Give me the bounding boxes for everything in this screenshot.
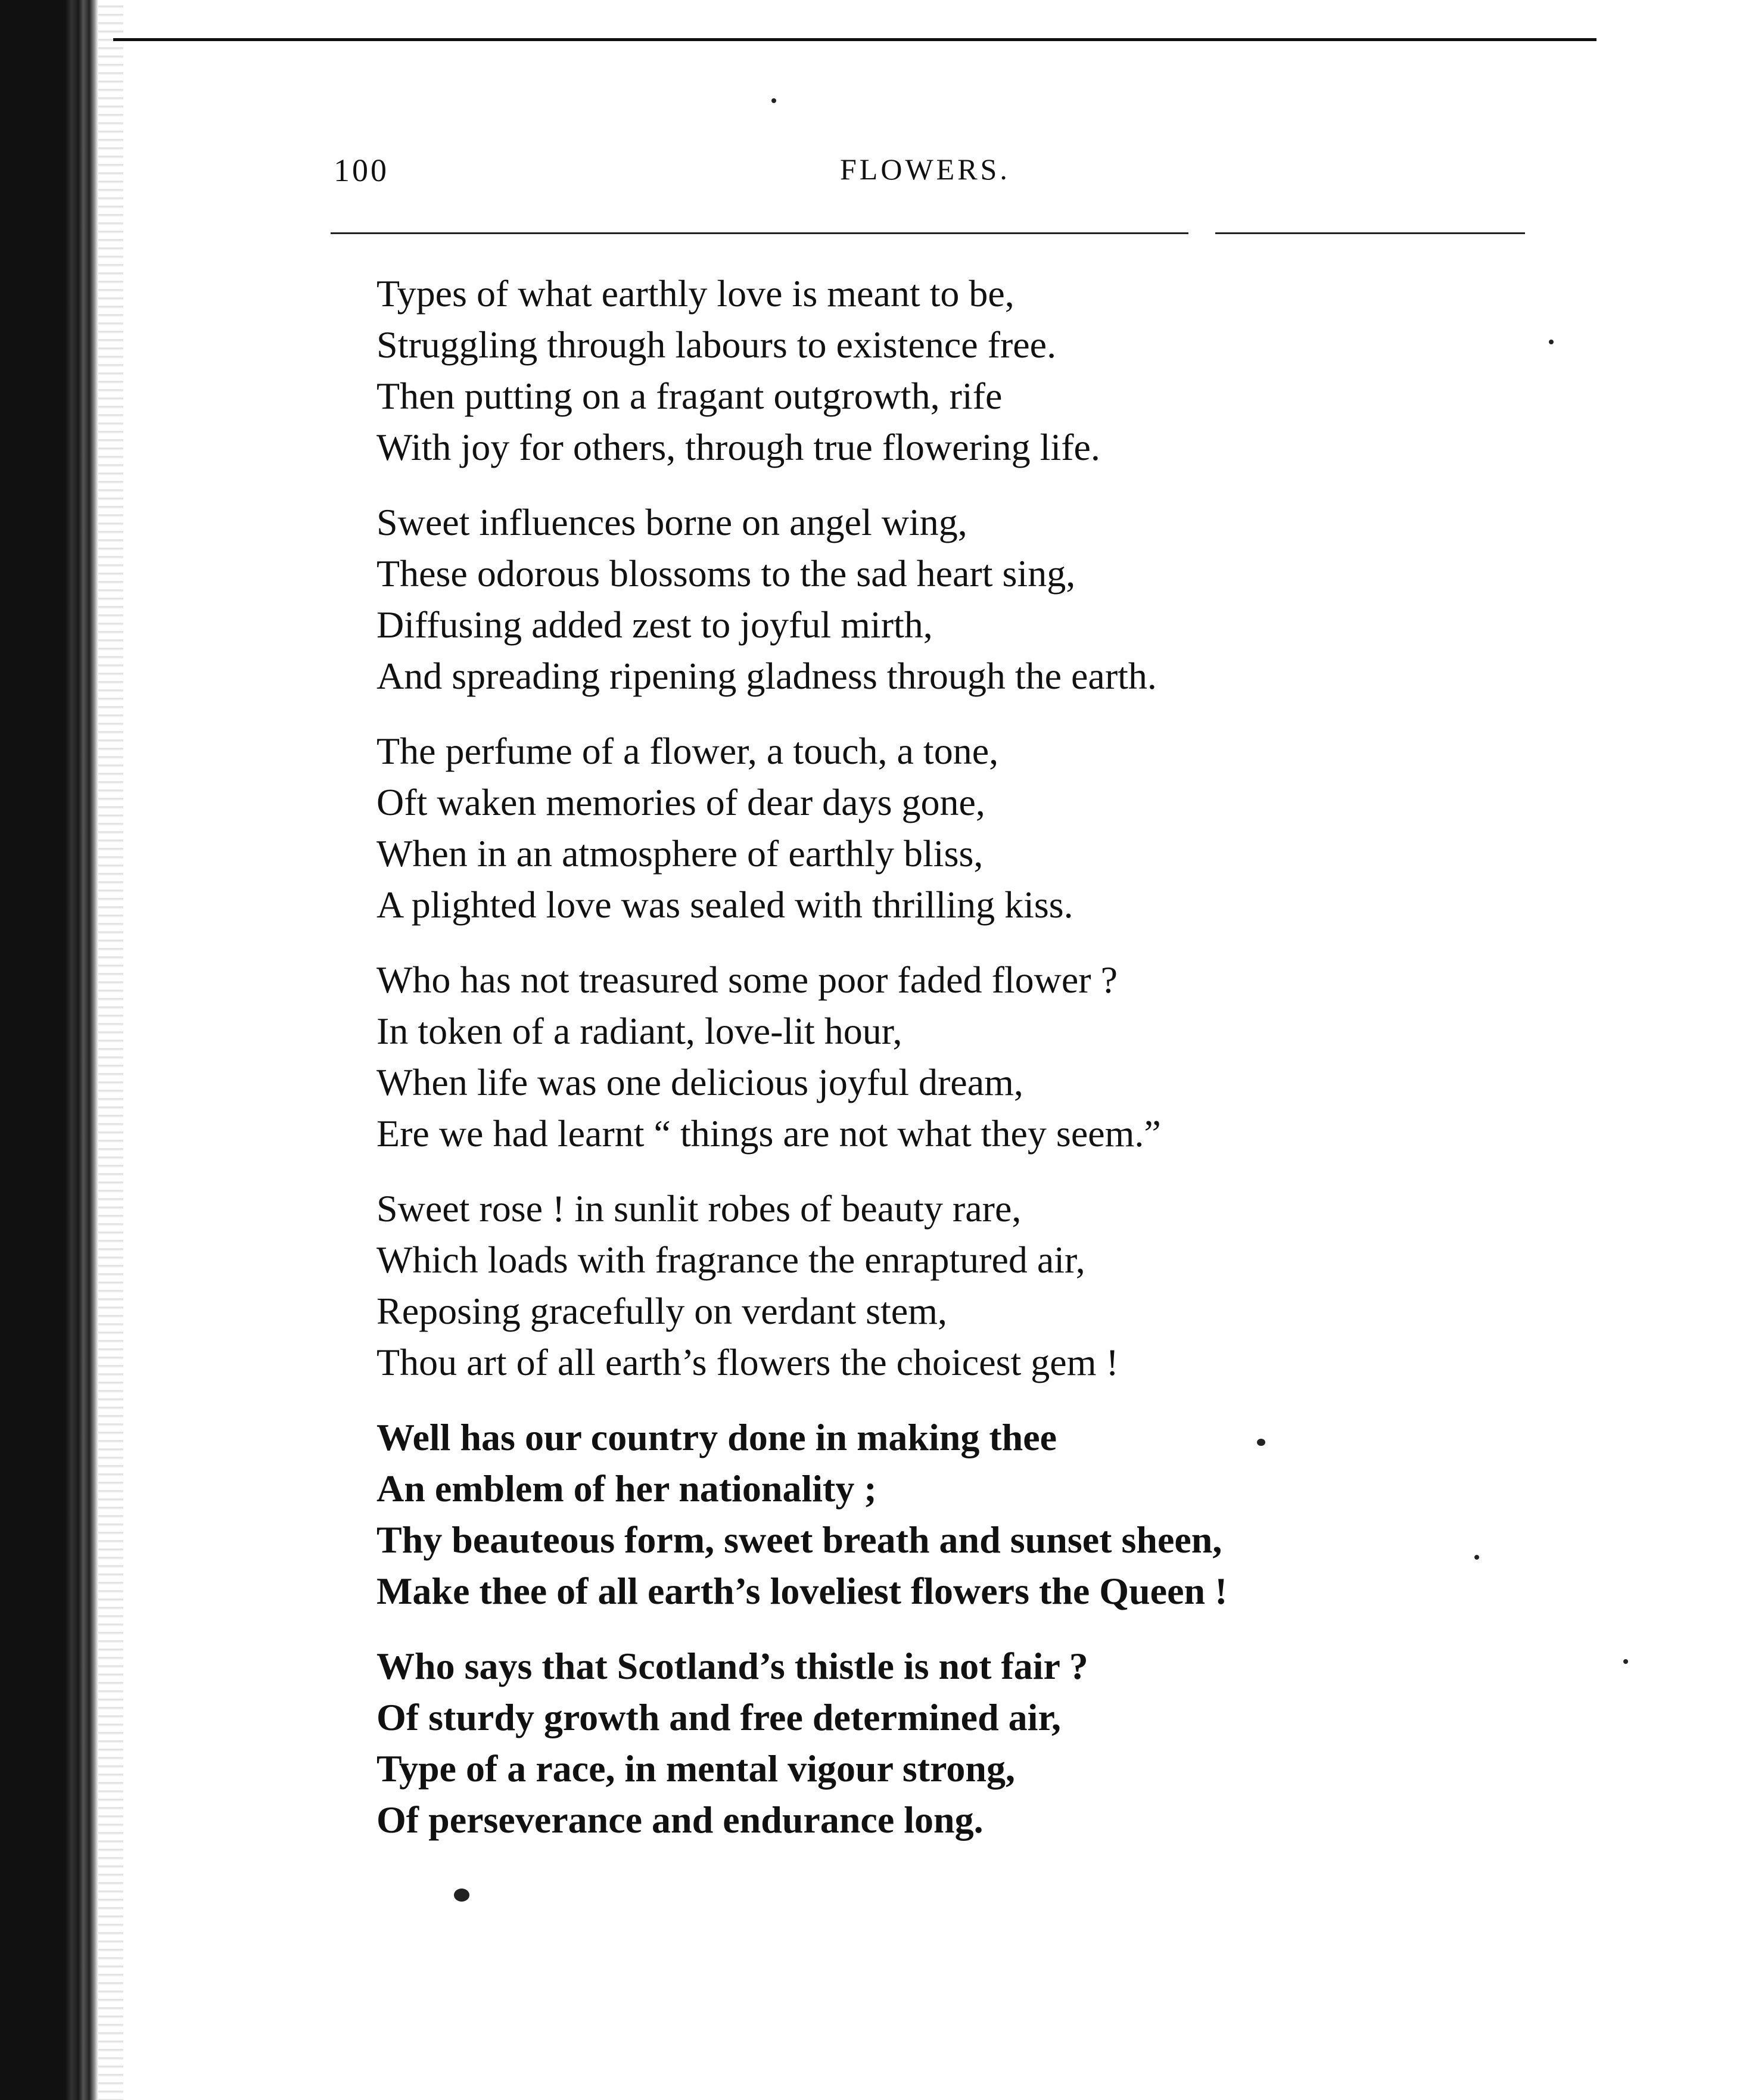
- poem-line: Well has our country done in making thee: [376, 1416, 1057, 1458]
- poem-line: In token of a radiant, love-lit hour,: [376, 1010, 902, 1052]
- poem-line: Ere we had learnt “ things are not what they seem.”: [376, 1112, 1161, 1155]
- running-head: FLOWERS.: [840, 153, 1010, 186]
- scan-speck: [1549, 340, 1554, 344]
- poem-line: An emblem of her nationality ;: [376, 1467, 877, 1510]
- poem-line: Sweet rose ! in sunlit robes of beauty rare,: [376, 1187, 1022, 1230]
- stanza-7: [376, 1641, 1568, 1846]
- poem-line: Which loads with fragrance the enraptured air,: [376, 1239, 1085, 1281]
- poem-line: When in an atmosphere of earthly bliss,: [376, 832, 984, 875]
- poem-line: Then putting on a fragant outgrowth, rife: [376, 375, 1003, 417]
- poem: [376, 268, 1568, 1869]
- stanza-6: [376, 1412, 1568, 1617]
- scan-speck: [1623, 1659, 1628, 1664]
- poem-line: Who says that Scotland’s thistle is not fair ?: [376, 1645, 1088, 1687]
- stanza-4: [376, 954, 1568, 1159]
- stanza-2: [376, 497, 1568, 702]
- poem-line: Type of a race, in mental vigour strong,: [376, 1747, 1015, 1790]
- poem-line: A plighted love was sealed with thrilling kiss.: [376, 883, 1073, 926]
- poem-line: These odorous blossoms to the sad heart sing,: [376, 552, 1076, 595]
- poem-line: With joy for others, through true flowering life.: [376, 426, 1100, 468]
- poem-line: Reposing gracefully on verdant stem,: [376, 1290, 947, 1332]
- stanza-3: [376, 726, 1568, 931]
- binding-shadow: [98, 0, 123, 2100]
- poem-line: Make thee of all earth’s loveliest flowers the Queen !: [376, 1570, 1228, 1612]
- poem-line: When life was one delicious joyful dream,: [376, 1061, 1023, 1103]
- scan-speck: [1257, 1439, 1265, 1446]
- stanza-5: [376, 1183, 1568, 1388]
- poem-line: Of sturdy growth and free determined air,: [376, 1696, 1061, 1738]
- scan-speck: [771, 98, 776, 103]
- top-rule: [113, 38, 1596, 41]
- poem-line: Thy beauteous form, sweet breath and sunset sheen,: [376, 1519, 1222, 1561]
- poem-line: Struggling through labours to existence free.: [376, 323, 1057, 366]
- scan-speck: [1474, 1555, 1479, 1560]
- poem-line: And spreading ripening gladness through the earth.: [376, 655, 1157, 697]
- poem-line: Sweet influences borne on angel wing,: [376, 501, 967, 543]
- scanned-binding-edge: [0, 0, 98, 2100]
- poem-line: Types of what earthly love is meant to be,: [376, 272, 1014, 315]
- poem-line: Diffusing added zest to joyful mirth,: [376, 603, 933, 646]
- page-number: 100: [334, 153, 389, 188]
- scan-speck: [454, 1889, 469, 1902]
- header-rule-right: [1215, 232, 1525, 234]
- poem-line: Oft waken memories of dear days gone,: [376, 781, 985, 823]
- poem-line: Thou art of all earth’s flowers the choicest gem !: [376, 1341, 1119, 1383]
- poem-line: Of perseverance and endurance long.: [376, 1799, 984, 1841]
- header-rule: [331, 232, 1188, 234]
- poem-line: Who has not treasured some poor faded flower ?: [376, 959, 1118, 1001]
- stanza-1: [376, 268, 1568, 473]
- poem-line: The perfume of a flower, a touch, a tone,: [376, 730, 999, 772]
